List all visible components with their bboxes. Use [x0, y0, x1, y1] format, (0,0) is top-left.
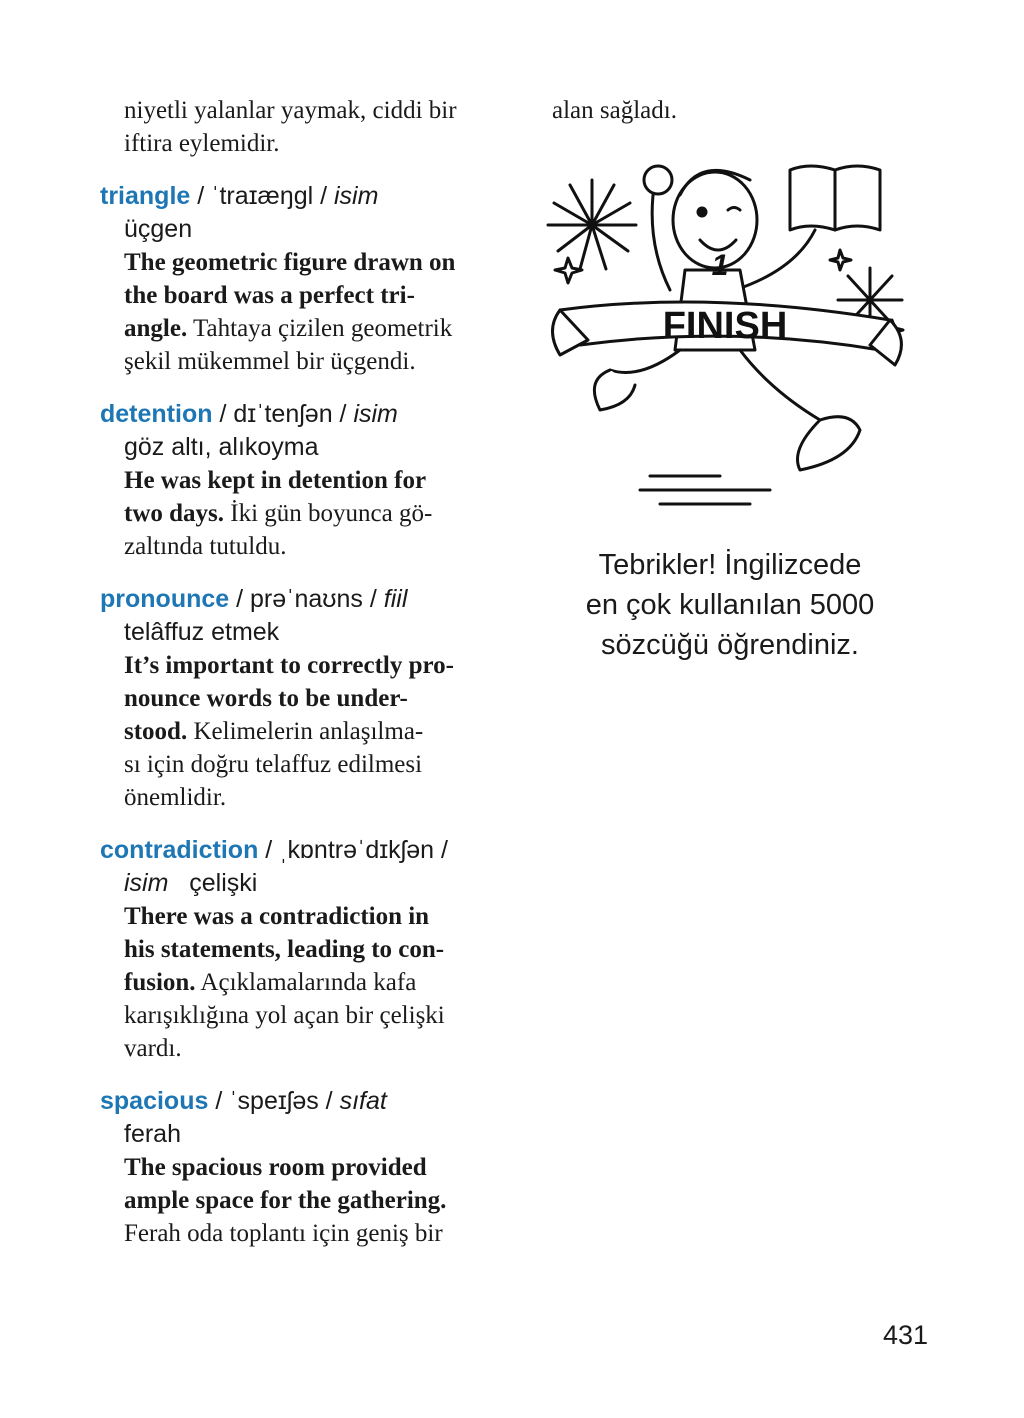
pronunciation: dɪˈtenʃən	[233, 400, 333, 428]
congrats-line: Tebrikler! İngilizcede	[598, 549, 862, 581]
example-line: stood. Kelimelerin anlaşılma-	[124, 718, 424, 745]
pronunciation: prəˈnaʊns	[250, 585, 363, 613]
dictionary-entry-triangle	[100, 179, 500, 378]
part-of-speech: isim	[124, 869, 169, 897]
example-line: Ferah oda toplantı için geniş bir	[124, 1220, 443, 1247]
pronunciation: ˈtraɪæŋgl	[211, 182, 314, 210]
continuation-line: iftira eylemidir.	[124, 130, 280, 157]
example-line: The geometric figure drawn on	[124, 249, 456, 276]
example-line: the board was a perfect tri-	[124, 282, 415, 309]
pronunciation: ˌkɒntrəˈdɪkʃən	[279, 836, 435, 864]
entry-headline: triangle / ˈtraɪæŋgl / isim	[100, 182, 379, 210]
headword: detention	[100, 400, 213, 428]
part-of-speech: fiil	[383, 585, 408, 613]
example	[100, 649, 500, 814]
example-line: zaltında tutuldu.	[124, 533, 287, 560]
example-line: There was a contradiction in	[124, 903, 430, 930]
banner-text: FINISH	[662, 305, 788, 347]
bib-number: 1	[711, 249, 729, 282]
translation: çelişki	[189, 869, 258, 897]
example-line: nounce words to be under-	[124, 685, 408, 712]
entry-headline: pronounce / prəˈnaʊns / fiil	[100, 585, 408, 613]
dictionary-entry-contradiction	[100, 833, 500, 1065]
continuation-line: niyetli yalanlar yaymak, ciddi bir	[124, 97, 457, 124]
headword: pronounce	[100, 585, 230, 613]
example-line: önemlidir.	[124, 784, 227, 811]
part-of-speech: isim	[353, 400, 398, 428]
dictionary-entry-pronounce	[100, 582, 500, 814]
example-line: his statements, leading to con-	[124, 936, 445, 963]
dictionary-entry-detention	[100, 397, 500, 563]
translation: telâffuz etmek	[124, 618, 280, 646]
entry-headline: spacious / ˈspeɪʃəs / sıfat	[100, 1087, 387, 1115]
headword: contradiction	[100, 836, 259, 864]
entry-headline: contradiction / ˌkɒntrəˈdɪkʃən /	[100, 836, 448, 864]
left-column	[100, 94, 500, 1250]
example-line: karışıklığına yol açan bir çelişki	[124, 1002, 445, 1029]
example	[100, 464, 500, 563]
translation: ferah	[124, 1120, 181, 1148]
example-line: fusion. Açıklamalarında kafa	[124, 969, 417, 996]
example	[100, 246, 500, 378]
example-line: He was kept in detention for	[124, 467, 427, 494]
example-line: It’s important to correctly pro-	[124, 652, 455, 679]
example-line: two days. İki gün boyunca gö-	[124, 500, 433, 527]
headword: triangle	[100, 182, 191, 210]
dictionary-entry-spacious	[100, 1084, 500, 1250]
congratulations-text	[540, 545, 920, 665]
sparkle-icon	[830, 250, 851, 270]
firework-icon	[548, 180, 636, 269]
pronunciation: ˈspeɪʃəs	[229, 1087, 319, 1115]
entry-headline: detention / dɪˈtenʃən / isim	[100, 400, 398, 428]
congrats-line: en çok kullanılan 5000	[585, 589, 875, 621]
right-continuation-text: alan sağladı.	[552, 97, 677, 124]
translation: üçgen	[124, 215, 193, 243]
example-line: angle. Tahtaya çizilen geometrik	[124, 315, 453, 342]
continuation-text	[100, 94, 500, 160]
example-line: The spacious room provided	[124, 1154, 427, 1181]
part-of-speech: sıfat	[339, 1087, 387, 1115]
example-line: ample space for the gathering.	[124, 1187, 447, 1214]
translation: göz altı, alıkoyma	[124, 433, 319, 461]
book-icon	[790, 166, 880, 230]
example-line: şekil mükemmel bir üçgendi.	[124, 348, 416, 375]
sparkle-icon	[555, 258, 582, 283]
congrats-line: sözcüğü öğrendiniz.	[601, 629, 859, 661]
part-of-speech: isim	[334, 182, 379, 210]
page-number: 431	[882, 1320, 928, 1350]
example-line: vardı.	[124, 1035, 182, 1062]
example-line: sı için doğru telaffuz edilmesi	[124, 751, 423, 778]
pos-and-translation	[100, 867, 500, 900]
example	[100, 900, 500, 1065]
headword: spacious	[100, 1087, 209, 1115]
example	[100, 1151, 500, 1250]
runner-finish-illustration	[540, 150, 920, 530]
